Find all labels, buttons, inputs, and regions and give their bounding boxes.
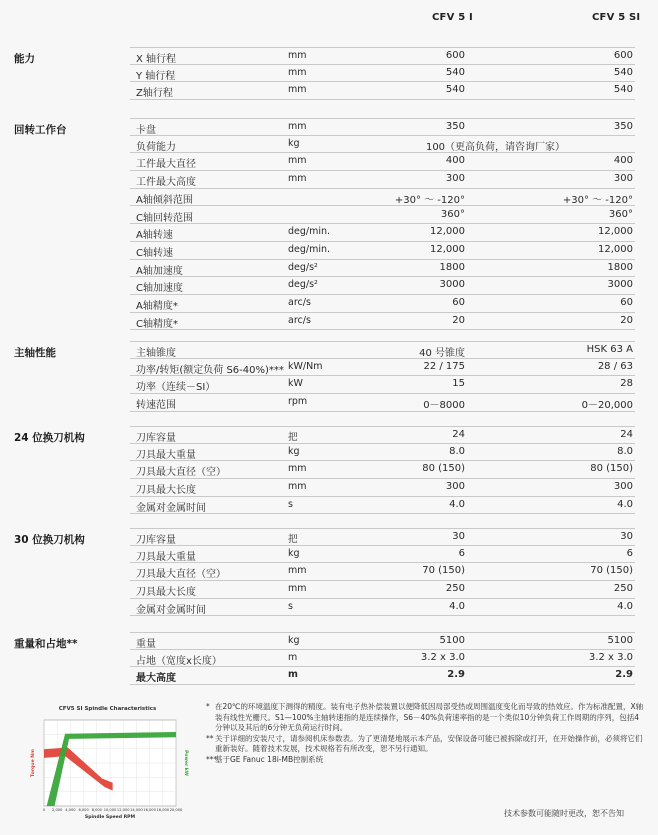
x-tick-label: 4,000 [65,808,76,812]
chart-plot [20,706,195,828]
spec-row [130,546,635,564]
section-title: 重量和占地** [14,638,78,650]
spec-unit: kg [288,137,300,149]
spec-row [130,277,635,295]
section-title: 30 位换刀机构 [14,534,85,546]
spec-value-cfv5si: 1800 [607,261,633,273]
spec-label: 工件最大高度 [136,177,196,189]
footnote-text: 关于详细的安装尺寸，请参阅机床参数表。为了更清楚地展示本产品，安保设备可能已被拆除或打开，在开始操作前，必须将它们重新装好。随着技术发展，技术规格若有所改变，恕不另行通知。 [215,733,643,753]
spec-row [130,47,635,65]
spec-unit: kg [288,445,300,457]
spec-unit: 把 [288,534,298,545]
spec-value-cfv5si: 4.0 [617,600,633,612]
spec-row [130,171,635,189]
spec-row [130,563,635,581]
spec-unit: kg [288,635,300,646]
spec-value-cfv5i: 4.0 [449,600,465,612]
spec-row [130,461,635,479]
spec-value-cfv5i: 3000 [439,279,465,291]
spec-unit: mm [288,583,307,595]
spec-value-cfv5si: HSK 63 A [586,344,633,355]
spec-value-cfv5i: 300 [445,481,465,493]
spec-row [130,189,635,207]
spec-row [130,599,635,617]
section-title: 回转工作台 [14,124,67,136]
spec-label: A轴精度* [136,301,178,312]
x-tick-label: 12,000 [116,808,130,812]
spec-value-cfv5i: 1800 [439,261,465,273]
spec-value-cfv5i: 5100 [439,635,465,646]
spec-value-cfv5i: 2.9 [447,669,465,681]
spec-row [130,426,635,444]
spec-label: A轴加速度 [136,265,183,277]
column-header-cfv5i: CFV 5 I [432,12,473,23]
spec-row [130,650,635,668]
y-right-axis-label: Power kW [183,750,188,776]
section-title: 主轴性能 [14,347,56,359]
spec-value-cfv5si: 30 [620,531,633,542]
spec-unit: kg [288,547,300,559]
spec-label: 刀库容量 [136,535,176,546]
spec-value-cfv5si: 8.0 [617,445,633,457]
spec-unit: deg/min. [288,243,331,255]
spec-value-cfv5si: 300 [613,481,633,493]
spec-label: X 轴行程 [136,54,177,65]
spec-value-cfv5i: 30 [452,531,465,542]
spec-row [130,136,635,154]
spec-label: Z轴行程 [136,88,173,100]
spec-unit: s [288,600,293,612]
x-tick-label: 20,000 [169,808,183,812]
spec-value-cfv5si: 2.9 [615,669,633,681]
footnotes [206,702,646,765]
spec-label: Y 轴行程 [136,70,176,82]
x-tick-label: 8,000 [91,808,102,812]
spec-label: 占地（宽度x长度） [136,655,222,667]
spec-unit: s [288,498,293,510]
spec-unit: mm [288,565,307,577]
spec-label: 金属对金属时间 [136,604,206,616]
spindle-chart [20,706,195,828]
spec-label: 功率（连续－SI） [136,382,216,394]
spec-value-cfv5i: 250 [445,583,465,595]
spec-value-cfv5i: 80 (150) [422,463,465,475]
spec-unit: 把 [288,432,298,443]
spec-label: 负荷能力 [136,141,176,153]
spec-label: 转速范围 [136,400,176,412]
spec-row [130,118,635,136]
x-tick-label: 16,000 [143,808,156,812]
spec-value-cfv5si: 20 [620,314,633,326]
spec-row [130,497,635,515]
spec-value-cfv5i: 24 [452,429,465,440]
spec-label: C轴回转范围 [136,212,193,224]
spec-value-cfv5si: 6 [626,547,633,559]
spec-value-cfv5si: 5100 [607,635,633,646]
spec-value-cfv5i: 350 [445,121,465,132]
spec-label: 工件最大直径 [136,159,196,171]
x-tick-label: 2,000 [52,808,63,812]
spec-value-cfv5si: 400 [613,155,633,167]
footnote-mark: ** [206,733,214,743]
spec-unit: deg/min. [288,226,331,238]
chart-title: CFV5 SI Spindle Characteristics [58,706,157,712]
spec-unit: m [288,669,298,681]
spec-value-cfv5i: 70 (150) [422,565,465,577]
spec-unit: rpm [288,396,308,408]
spec-value-cfv5si: 540 [613,66,633,78]
spec-value-cfv5si: 28 / 63 [597,360,633,372]
spec-label: 刀具最大重量 [136,449,196,461]
x-tick-label: 18,000 [156,808,170,812]
spec-unit: mm [288,121,307,132]
spec-label: C轴转速 [136,247,173,259]
spec-value-cfv5si: 70 (150) [590,565,633,577]
footnote-mark: *** [206,754,218,764]
spec-row [130,313,635,331]
spec-row [130,394,635,412]
footnote [206,734,646,755]
spec-value-cfv5i: 8.0 [449,445,465,457]
footnote-text: 在20℃的环境温度下测得的精度。装有电子热补偿装置以便降低因局部受热或周围温度变化而导致的热效应。作为标准配置，X轴装有线性光栅尺。S1—100%主轴转速指的是连续操作，S6－40%负荷速率指的是一个类似10分钟负荷工作周期的序列，包括4分钟以及其后的6分钟无负荷运行时间。 [215,702,644,732]
spec-value-cfv5i: 20 [452,314,465,326]
x-axis-label: Spindle Speed RPM [84,815,136,820]
spec-row [130,242,635,260]
spec-unit: mm [288,50,307,61]
spec-value-cfv5i: 600 [445,50,465,61]
spec-value-cfv5si: 300 [613,173,633,185]
x-tick-label: 0 [42,808,46,812]
spec-row [130,581,635,599]
spec-unit: kW [288,378,303,390]
spec-row [130,82,635,100]
spec-value-cfv5i: 60 [452,297,465,308]
spec-value-cfv5i: 6 [458,547,465,559]
spec-value-cfv5i: 0－8000 [423,400,465,412]
spec-unit: arc/s [288,297,311,308]
spec-row [130,295,635,313]
spec-unit: kW/Nm [288,360,323,372]
spec-value-cfv5i: +30° ～ -120° [394,194,465,206]
spec-value-cfv5i: 4.0 [449,498,465,510]
spec-value-cfv5si: 80 (150) [590,463,633,475]
spec-value-cfv5si: +30° ～ -120° [562,194,633,206]
spec-value-cfv5si: 12,000 [598,243,633,255]
spec-label: 刀具最大直径（空） [136,569,226,581]
spec-label: C轴加速度 [136,283,183,295]
spec-value-cfv5i: 22 / 175 [423,360,465,372]
spec-value-cfv5si: 28 [620,378,633,390]
spec-label: 主轴锥度 [136,348,176,359]
footnote [206,755,646,766]
footnote-mark: * [206,702,210,711]
spec-label: 功率/转矩(额定负荷 S6-40%)*** [136,364,284,376]
spec-row [130,528,635,546]
spec-unit: mm [288,463,307,475]
spec-label: 卡盘 [136,125,156,136]
spec-label: 刀具最大长度 [136,587,196,599]
spec-value-cfv5si: 12,000 [598,226,633,238]
spec-unit: mm [288,84,307,96]
spec-unit: mm [288,155,307,167]
spec-value-cfv5si: 4.0 [617,498,633,510]
spec-value-cfv5i: 360° [440,208,465,220]
spec-label: A轴转速 [136,230,173,242]
spec-label: 金属对金属时间 [136,502,206,514]
spec-label: 刀具最大重量 [136,551,196,563]
spec-row [130,224,635,242]
spec-value-cfv5i: 15 [452,378,465,390]
spec-value-cfv5si: 250 [613,583,633,595]
spec-value-cfv5si: 600 [613,50,633,61]
spec-unit: mm [288,173,307,185]
spec-value-cfv5si: 0－20,000 [581,400,633,412]
spec-unit: m [288,651,298,663]
spec-value-cfv5si: 24 [620,429,633,440]
column-header-cfv5si: CFV 5 SI [592,12,641,23]
spec-value-cfv5i: 300 [445,173,465,185]
spec-label: 最大高度 [136,673,176,685]
spec-row [130,479,635,497]
spec-unit: arc/s [288,314,311,326]
spec-unit: deg/s² [288,279,318,291]
footer-disclaimer: 技术参数可能随时更改，恕不告知 [504,809,624,818]
spec-row [130,260,635,278]
spec-value-cfv5i: 400 [445,155,465,167]
spec-row [130,153,635,171]
spec-unit: mm [288,66,307,78]
spec-row [130,667,635,685]
spec-row [130,632,635,650]
spec-value-cfv5i: 3.2 x 3.0 [420,651,465,663]
x-tick-label: 6,000 [78,808,89,812]
spec-value-cfv5si: 360° [608,208,633,220]
footnote [206,702,646,734]
spec-value-cfv5i: 540 [445,66,465,78]
x-tick-label: 10,000 [103,808,117,812]
spec-value-cfv5i: 12,000 [430,226,465,238]
spec-label: 刀库容量 [136,433,176,444]
footnote-text: 基于GE Fanuc 18i-MB控制系统 [215,754,324,764]
spec-label: C轴精度* [136,318,178,330]
spec-value-cfv5si: 60 [620,297,633,308]
spec-value-shared: 100（更高负荷，请咨询厂家） [425,141,566,153]
spec-value-cfv5i: 40 号锥度 [419,348,465,359]
y-left-axis-label: Torque Nm [31,749,36,777]
spec-row [130,359,635,377]
spec-label: 刀具最大直径（空） [136,467,226,479]
x-tick-label: 14,000 [130,808,143,812]
section-title: 24 位换刀机构 [14,432,85,444]
spec-row [130,341,635,359]
spec-value-cfv5si: 350 [613,121,633,132]
spec-unit: deg/s² [288,261,318,273]
section-title: 能力 [14,53,35,65]
spec-value-cfv5i: 12,000 [430,243,465,255]
spec-value-cfv5si: 3000 [607,279,633,291]
spec-label: 重量 [136,639,156,650]
spec-unit: mm [288,481,307,493]
spec-row [130,65,635,83]
spec-row [130,376,635,394]
spec-value-cfv5i: 540 [445,84,465,96]
spec-value-cfv5si: 3.2 x 3.0 [588,651,633,663]
spec-value-cfv5si: 540 [613,84,633,96]
spec-label: 刀具最大长度 [136,485,196,497]
spec-row [130,444,635,462]
spec-label: A轴倾斜范围 [136,194,193,206]
spec-row [130,207,635,225]
